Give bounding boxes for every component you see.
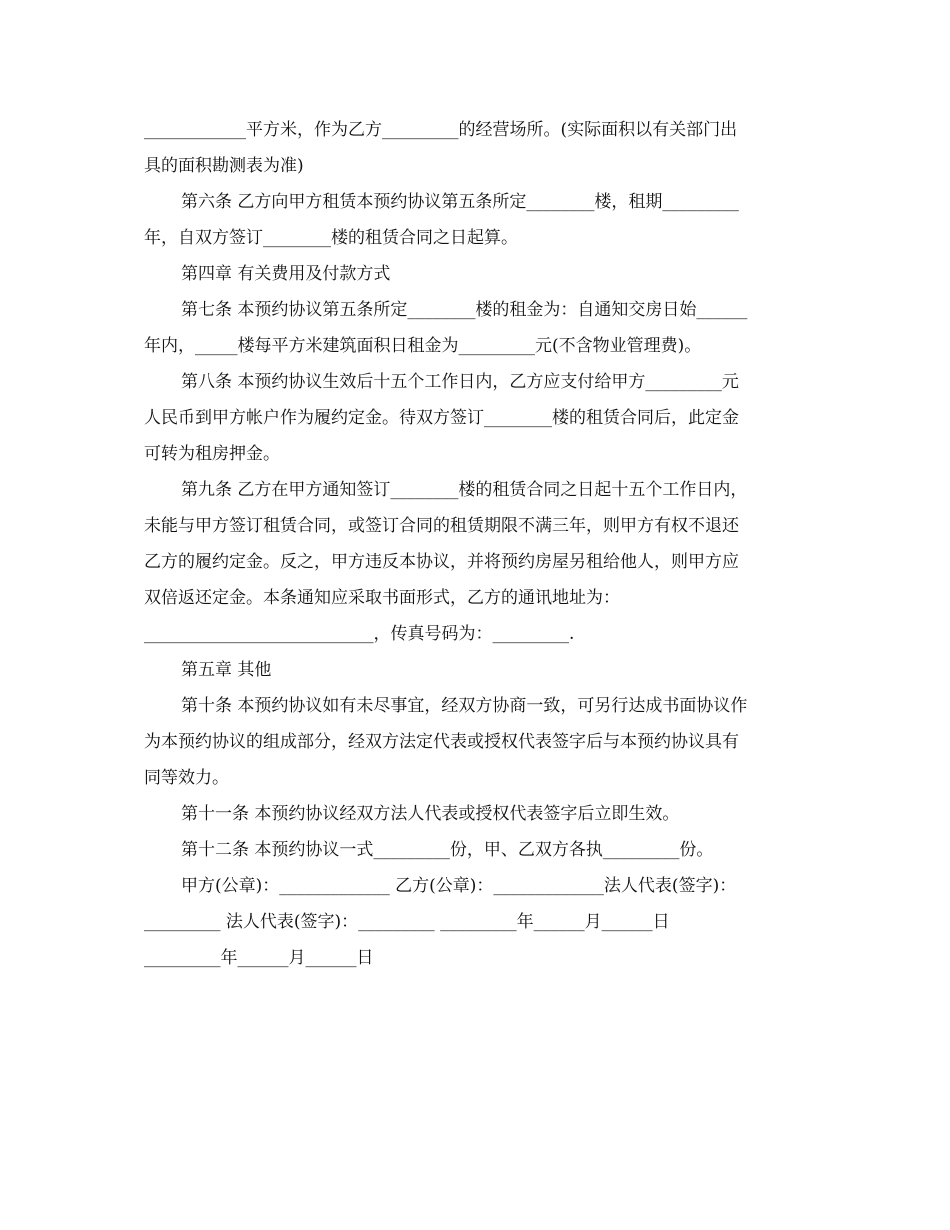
article-10: 第十条 本预约协议如有未尽事宜，经双方协商一致，可另行达成书面协议作: [181, 696, 748, 716]
text-line: 具的面积勘测表为准): [144, 156, 304, 176]
text-line: ____________平方米，作为乙方_________的经营场所。(实际面积以有关部门出: [144, 120, 738, 140]
text-line: ___________________________，传真号码为：_________.: [144, 624, 575, 644]
article-8: 第八条 本预约协议生效后十五个工作日内，乙方应支付给甲方_________元: [181, 372, 739, 392]
article-12: 第十二条 本预约协议一式_________份，甲、乙双方各执_________份。: [181, 840, 714, 860]
date-line: _________年______月______日: [144, 948, 374, 968]
document-page: [144, 112, 804, 976]
article-9: 第九条 乙方在甲方通知签订________楼的租赁合同之日起十五个工作日内，: [181, 480, 748, 500]
text-line: 年，自双方签订________楼的租赁合同之日起算。: [144, 228, 518, 248]
article-6: 第六条 乙方向甲方租赁本预约协议第五条所定________楼，租期_________: [181, 192, 739, 212]
text-line: 乙方的履约定金。反之，甲方违反本协议，并将预约房屋另租给他人，则甲方应: [144, 552, 739, 572]
text-line: 同等效力。: [144, 768, 229, 788]
text-line: 为本预约协议的组成部分，经双方法定代表或授权代表签字后与本预约协议具有: [144, 732, 739, 752]
text-line: 可转为租房押金。: [144, 444, 280, 464]
text-line: 未能与甲方签订租赁合同，或签订合同的租赁期限不满三年，则甲方有权不退还: [144, 516, 739, 536]
article-11: 第十一条 本预约协议经双方法人代表或授权代表签字后立即生效。: [181, 804, 680, 824]
text-line: 人民币到甲方帐户作为履约定金。待双方签订________楼的租赁合同后，此定金: [144, 408, 739, 428]
article-7: 第七条 本预约协议第五条所定________楼的租金为：自通知交房日始______: [181, 300, 748, 320]
chapter-5-heading: 第五章 其他: [181, 660, 272, 680]
text-line: 年内，_____楼每平方米建筑面积日租金为_________元(不含物业管理费)。: [144, 336, 702, 356]
signature-line: 甲方(公章)：_____________ 乙方(公章)：_____________法人代表(签字)：: [181, 876, 737, 896]
signature-line: _________ 法人代表(签字)：_________ _________年______月______日: [144, 912, 670, 932]
text-line: 双倍返还定金。本条通知应采取书面形式，乙方的通讯地址为：: [144, 588, 620, 608]
chapter-4-heading: 第四章 有关费用及付款方式: [181, 264, 391, 284]
